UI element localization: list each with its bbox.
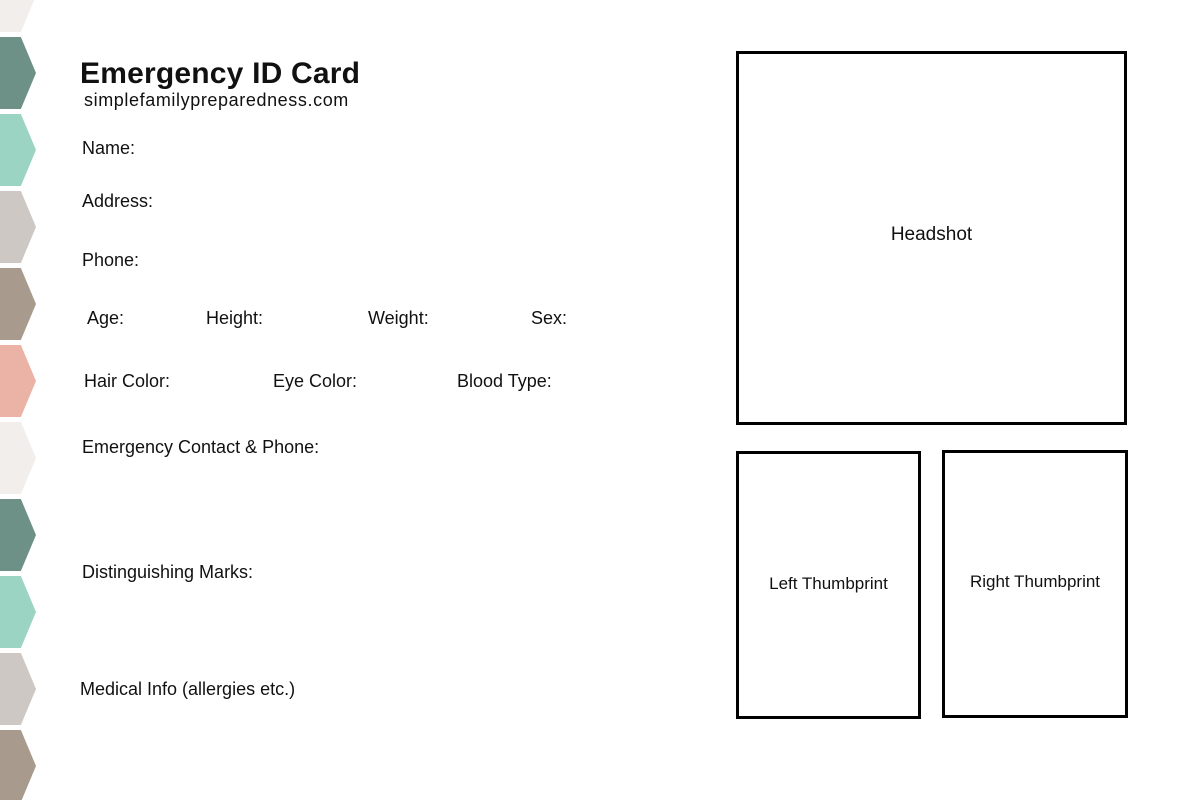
left-thumbprint-label: Left Thumbprint — [769, 574, 888, 593]
distinguishing-marks-label: Distinguishing Marks: — [82, 562, 254, 582]
name-label: Name: — [82, 138, 136, 158]
sex-label: Sex: — [531, 308, 568, 328]
eye-color-label: Eye Color: — [273, 371, 358, 391]
hair-color-label: Hair Color: — [84, 371, 171, 391]
hexagon-shape — [0, 345, 36, 417]
hexagon-shape — [0, 114, 36, 186]
hexagon-shape — [0, 499, 36, 571]
hexagon-shape — [0, 422, 36, 494]
hexagon-shape — [0, 576, 36, 648]
right-thumbprint-box — [942, 450, 1128, 718]
headshot-box — [736, 51, 1127, 425]
emergency-contact-label: Emergency Contact & Phone: — [82, 437, 320, 457]
card-title: Emergency ID Card — [80, 57, 361, 90]
medical-info-label: Medical Info (allergies etc.) — [80, 679, 296, 699]
hexagon-shape — [0, 730, 36, 800]
phone-label: Phone: — [82, 250, 140, 270]
hexagon-shape — [0, 268, 36, 340]
weight-label: Weight: — [368, 308, 429, 328]
hexagon-shape — [0, 0, 36, 32]
height-label: Height: — [206, 308, 264, 328]
hexagon-shape — [0, 653, 36, 725]
headshot-label: Headshot — [890, 224, 973, 245]
left-thumbprint-box — [736, 451, 921, 719]
age-label: Age: — [87, 308, 125, 328]
address-label: Address: — [82, 191, 154, 211]
blood-type-label: Blood Type: — [457, 371, 552, 391]
hexagon-shape — [0, 37, 36, 109]
website-text: simplefamilypreparedness.com — [84, 90, 349, 110]
hexagon-border-decoration — [0, 0, 40, 800]
hexagon-shape — [0, 191, 36, 263]
right-thumbprint-label: Right Thumbprint — [969, 572, 1101, 591]
